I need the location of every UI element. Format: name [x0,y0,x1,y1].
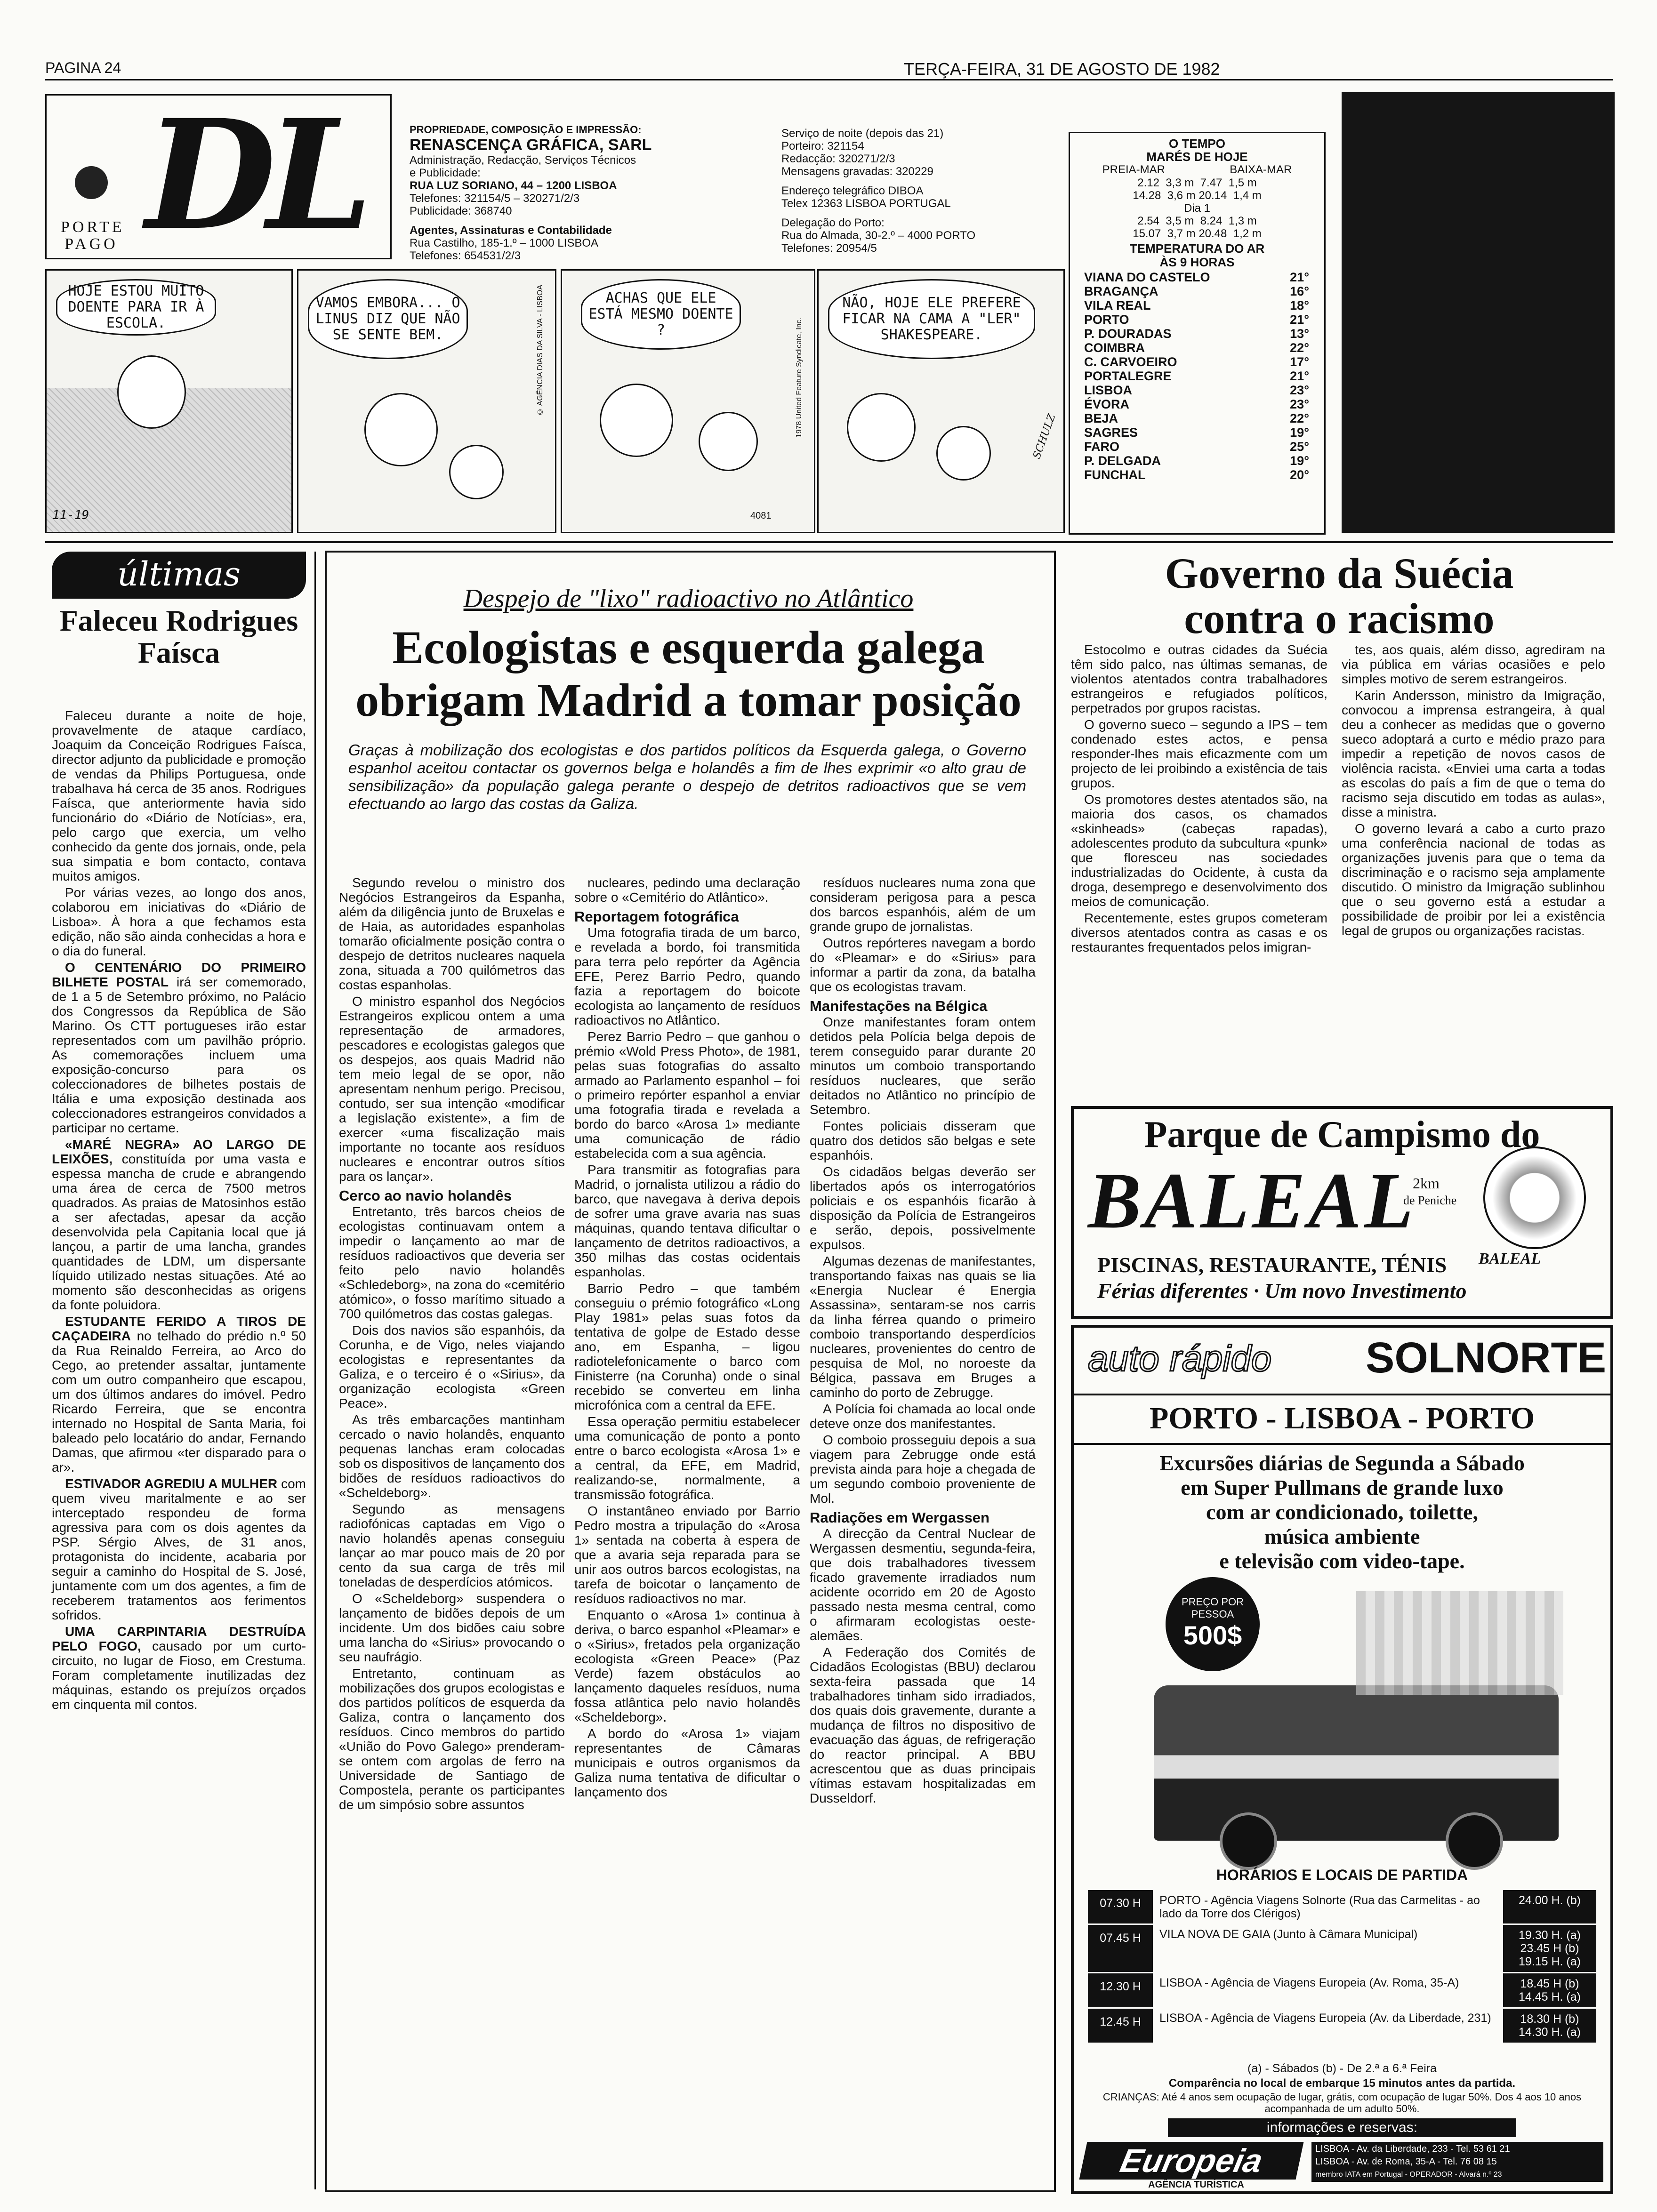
temp-city: PORTO [1084,313,1129,327]
schedule-row [1088,1924,1596,1972]
article-column-1: Segundo revelou o ministro dos Negócios Estrangeiros da Espanha, além da diligência junto de Bruxelas e de Haia, as autoridades espanholas tomarão oficialmente posição contra o despejo de detritos nucleares naquela zona, situada a 700 quilómetros das costas espanholas. O ministro espanhol dos Negócios Estrangeiros explicou ontem a uma representação de armadores, pescadores e ecologistas galegos que os despejos, aos quais Madrid não tem meio legal de se opor, não apresentam nenhum perigo. Precisou, contudo, ser sua intenção «modificar a legislação existente», a fim de exercer «uma fiscalização mais importante no tocante aos resíduos nucleares e encontrar outros sítios para os lançar». Cerco ao navio holandês Entretanto, três barcos cheios de ecologistas continuavam ontem a impedir o lançamento ao mar de resíduos radioactivos que deveria ser feito pelo navio holandês «Schledeborg», na zona do «cemitério atómico», o fosso marítimo situado a 700 quilómetros das costas galegas. Dois dos navios são espanhóis, da Corunha, e de Vigo, neles viajando ecologistas e representantes da Galiza, e o terceiro é o «Sirius», da organização ecologista «Green Peace». As três embarcações mantinham cercado o navio holandês, enquanto pequenas lanchas eram colocadas sob os dispositivos de lançamento dos bidões de resíduos radioactivos do «Scheldeborg». Segundo as mensagens radiofónicas captadas em Vigo o navio holandês apenas conseguiu lançar ao mar pouco mais de 20 por cento da sua carga de três mil toneladas de desperdícios atómicos. O «Scheldeborg» suspendera o lançamento de bidões depois de um incidente. Um dos bidões caiu sobre uma lancha do «Sirius» provocando o seu naufrágio. Entretanto, continuam as mobilizações dos grupos ecologistas e dos partidos políticos de esquerda da Galiza, contra o lançamento dos resíduos. Cinco membros do partido «União do Povo Galego» prenderam-se ontem com argolas de ferro na Universidade de Santiago de Compostela, perante os participantes de um simpósio sobre assuntos [339,875,565,1812]
temp-value: 25° [1290,440,1309,454]
wheel-icon [1220,1812,1277,1870]
departure-place: PORTO - Agência Viagens Solnorte (Rua das Carmelitas - ao lado da Torre dos Clérigos) [1159,1894,1480,1920]
sweden-headline: Governo da Suécia contra o racismo [1165,549,1514,642]
schedule-legend: (a) - Sábados (b) - De 2.ª a 6.ª Feira [1247,2062,1437,2075]
temp-row [1084,313,1309,327]
tide-row: 2.12 3,3 m 7.47 1,5 m [1137,176,1257,189]
low-tide-label: BAIXA-MAR [1230,163,1292,176]
masthead-left-info: PROPRIEDADE, COMPOSIÇÃO E IMPRESSÃO: RENASCENÇA GRÁFICA, SARL Administração, Redacção, Serviços Técnicos e Publicidade: RUA LUZ SORIANO, 44 – 1200 LISBOA Telefones: 321154/5 – 320271/2/3 Publicidade: 368740 Agentes, Assinaturas e Contabilidade Rua Castilho, 185-1.º – 1000 LISBOA Telefones: 654531/2/3 [410,124,652,262]
temp-row [1084,270,1309,284]
temp-row [1084,284,1309,298]
header-rule [45,79,1613,80]
temp-row [1084,397,1309,411]
article-headline: Ecologistas e esquerda galega obrigam Madrid a tomar posição [355,621,1022,726]
tide-day: Dia 1 [1183,202,1211,215]
lucy-icon [364,393,438,466]
turismo-seal-icon [1483,1146,1586,1249]
temp-value: 23° [1290,383,1309,397]
temp-value: 19° [1290,454,1309,468]
temp-value: 13° [1290,327,1309,341]
schedule-note: Comparência no local de embarque 15 minutos antes da partida. [1168,2077,1516,2090]
stamp-line1: PORTE [61,218,125,236]
charlie-icon [936,426,991,481]
return-time: 18.45 H (b) 14.45 H. (a) [1503,1972,1596,2008]
section-rule [45,541,1613,543]
temp-row [1084,468,1309,482]
temp-value: 16° [1290,284,1309,298]
charlie-icon [699,412,758,471]
comic-date: 11-19 [52,508,89,522]
schedule-row [1088,1890,1596,1924]
page-date: TERÇA-FEIRA, 31 DE AGOSTO DE 1982 [904,59,1220,79]
ad-baleal-logo: BALEAL [1479,1250,1541,1267]
page-number: PAGINA 24 [45,59,121,76]
subhead: Reportagem fotográfica [574,908,739,925]
temp-row [1084,454,1309,468]
temp-city: COIMBRA [1084,341,1145,355]
linus-head-icon [117,355,186,429]
stamp-line2: PAGO [64,235,118,253]
temp-city: PORTALEGRE [1084,369,1172,383]
tide-row: 15.07 3,7 m 20.48 1,2 m [1133,227,1262,240]
schedule-row [1088,1972,1596,2008]
schedule-title: HORÁRIOS E LOCAIS DE PARTIDA [1216,1867,1468,1883]
ad-route: PORTO - LISBOA - PORTO [1149,1401,1535,1435]
speech-bubble: NÃO, HOJE ELE PREFERE FICAR NA CAMA A "LER" SHAKESPEARE. [828,279,1035,359]
temp-city: FARO [1084,440,1120,454]
subhead: Manifestações na Bélgica [810,998,988,1014]
ad-baleal-name: BALEAL [1088,1156,1416,1245]
departure-place: LISBOA - Agência de Viagens Europeia (Av. da Liberdade, 231) [1159,2012,1491,2025]
wheel-icon [1446,1812,1503,1870]
temp-city: FUNCHAL [1084,468,1146,482]
article-column-2: nucleares, pedindo uma declaração sobre o «Cemitério do Atlântico». Reportagem fotográfica Uma fotografia tirada de um barco, e revelada a bordo, foi transmitida para terra pelo repórter da Agência EFE, Perez Barrio Pedro, quando fazia a reportagem do boicote ecologista ao lançamento de resíduos radioactivos no Atlântico. Perez Barrio Pedro – que ganhou o prémio «Wold Press Photo», de 1981, pelas suas fotografias do assalto armado ao Parlamento espanhol – foi o primeiro repórter espanhol a enviar uma fotografia tirada e revelada a bordo do barco «Arosa 1» mediante uma comunicação de rádio estabelecida com a sua agência. Para transmitir as fotografias para Madrid, o jornalista utilizou a rádio do barco, que navegava à deriva depois de sofrer uma grave avaria nas suas máquinas, quando tentava dificultar o lançamento de detritos radioactivos, a 350 milhas das costas ocidentais espanholas. Barrio Pedro – que também conseguiu o prémio fotográfico «Long Play 1981» pelas suas fotos da tentativa de golpe de Estado desse ano, em Espanha, – ligou radiotelefonicamente o barco com Finisterre (na Corunha) onde o sinal recebido se converteu em linha microfónica com a central da EFE. Essa operação permitiu estabelecer uma comunicação de ponto a ponto entre o barco ecologista «Arosa 1» e a central, da EFE, em Madrid, realizando-se, normalmente, a transmissão fotográfica. O instantâneo enviado por Barrio Pedro mostra a tripulação do «Arosa 1» sentada na coberta à espera de que a avaria seja reparada para se unir aos outros barcos ecologistas, na tarefa de boicotar o lançamento de resíduos radioactivos no mar. Enquanto o «Arosa 1» continua à deriva, o barco espanhol «Pleamar» e o «Sirius», fretados pela organização ecologista «Green Peace» (Paz Verde) fazem obstáculos ao lançamento daqueles resíduos, numa fossa atlântica pelo navio holandês «Scheldeborg». A bordo do «Arosa 1» viajam representantes de Câmaras municipais e outros organismos da Galiza numa tentativa de dificultar o lançamento dos [574,875,800,1799]
temp-value: 22° [1290,341,1309,355]
speech-bubble: ACHAS QUE ELE ESTÁ MESMO DOENTE ? [581,279,741,350]
lucy-icon [847,393,916,462]
temp-title: TEMPERATURA DO AR [1129,241,1265,256]
temp-row [1084,411,1309,425]
monastery-image-icon [1356,1591,1563,1695]
ad-baleal-of: de Peniche [1403,1194,1457,1207]
bus-image-icon [1154,1685,1559,1841]
temp-value: 21° [1290,369,1309,383]
sweden-column-2: tes, aos quais, além disso, agrediram na via pública em várias ocasiões e pelo simples motivo de serem estrangeiros. Karin Andersson, ministro da Imigração, convocou a imprensa estrangeira, à qual deu a conhecer as medidas que o governo sueco adoptará a curto e médio prazo para impedir a repetição de novos casos de violência racista. «Enviei uma carta a todas as escolas do país a fim de que o tema do racismo seja discutido em todas as aulas», disse a ministra. O governo levará a cabo a curto prazo uma conferência nacional de todas as organizações juvenis para que o tema da discriminação e o racismo seja amplamente discutido. O ministro da Imigração sublinhou que o seu governo está a estudar a possibilidade de proibir por lei a existência legal de grupos ou organizações racistas. [1342,642,1605,938]
comic-panel-1 [45,269,293,533]
agency-addresses: LISBOA - Av. da Liberdade, 233 - Tel. 53 61 21 LISBOA - Av. de Roma, 35-A - Tel. 76 08 15 membro IATA em Portugal - OPERADOR - Alvará n.º 23 [1311,2142,1603,2182]
ultimas-banner: últimas [52,552,306,599]
black-block [1342,92,1615,533]
temp-value: 21° [1290,313,1309,327]
departure-time: 07.30 H [1088,1890,1153,1924]
subhead: Radiações em Wergassen [810,1509,989,1526]
seal-icon [75,166,108,199]
comic-panel-3 [561,269,815,533]
lucy-icon [600,384,673,457]
strip-number: 4081 [750,511,772,521]
article-lead: Graças à mobilização dos ecologistas e dos partidos políticos da Esquerda galega, o Governo espanhol aceitou contactar os governos belga e holandês a fim de lhes exprimir «o alto grau de sensibilização» da população galega perante o despejo de detritos radioactivos que se vem efectuando ao largo das costas da Galiza. [348,741,1026,812]
ad-baleal [1071,1106,1613,1319]
comic-strip [45,269,1062,533]
ad-description: Excursões diárias de Segunda a Sábado em Super Pullmans de grande luxo com ar condicionado, toilette, música ambiente e televisão com video-tape. [1159,1451,1525,1573]
departure-place: VILA NOVA DE GAIA (Junto à Câmara Municipal) [1159,1928,1418,1941]
weather-title: O TEMPO [1169,136,1225,151]
temp-city: SAGRES [1084,425,1138,440]
comic-panel-4 [817,269,1065,533]
tides-title: MARÉS DE HOJE [1146,150,1248,164]
masthead-logo: DL [145,87,363,264]
column-rule [314,552,316,2189]
temp-row [1084,425,1309,440]
ad-baleal-title: Parque de Campismo do [1144,1114,1540,1155]
agency-subtitle: AGÊNCIA TURÍSTICA [1148,2180,1244,2190]
temp-value: 19° [1290,425,1309,440]
masthead-right-info: Serviço de noite (depois das 21) Porteiro: 321154 Redacção: 320271/2/3 Mensagens gravadas: 320229 Endereço telegráfico DIBOA Telex 12363 LISBOA PORTUGAL Delegação do Porto: Rua do Almada, 30-2.º – 4000 PORTO Telefones: 20954/5 [781,127,976,255]
children-note: CRIANÇAS: Até 4 anos sem ocupação de lugar, grátis, com ocupação de lugar 50%. Dos 4 aos 10 anos acompanhada de um adulto 50%. [1102,2091,1582,2115]
tide-row: 2.54 3,5 m 8.24 1,3 m [1137,215,1257,227]
temp-city: VIANA DO CASTELO [1084,270,1210,284]
masthead-logo-box [45,87,392,264]
article-kicker: Despejo de "lixo" radioactivo no Atlântico [463,584,914,613]
copyright: 1978 United Feature Syndicate, Inc. [795,318,803,438]
article-column-3: resíduos nucleares numa zona que consideram perigosa para a pesca dos barcos espanhóis, além de um grande grupo de jornalistas. Outros repórteres navegam a bordo do «Pleamar» e do «Sirius» para informar a partir da zona, da batalha que os ecologistas travam. Manifestações na Bélgica Onze manifestantes foram ontem detidos pela Polícia belga depois de terem conseguido parar durante 20 minutos um comboio transportando resíduos nucleares, que serão deitados no Atlântico no princípio de Setembro. Fontes policiais disseram que quatro dos detidos são belgas e sete espanhóis. Os cidadãos belgas deverão ser libertados após os interrogatórios policiais e os espanhóis ficarão à disposição da Polícia de Estrangeiros e serão, depois, possivelmente expulsos. Algumas dezenas de manifestantes, transportando faixas nas quais se lia «Energia Nuclear é Energia Assassina», sentaram-se nos carris da linha férrea quando o primeiro comboio transportando desperdícios nucleares, provenientes do centro de pesquisa de Mol, no noroeste da Bélgica, passava em Bruges a caminho do porto de Zebrugge. A Polícia foi chamada ao local onde deteve onze dos manifestantes. O comboio prosseguiu depois a sua viagem para Zebrugge onde está prevista ainda para hoje a chegada de um segundo comboio proveniente de Mol. Radiações em Wergassen A direcção da Central Nuclear de Wergassen desmentiu, segunda-feira, que dois trabalhadores tivessem ficado gravemente irradiados num acidente ocorrido em 20 de Agosto passado nesta mesma central, como o afirmaram ecologistas oeste-alemães. A Federação dos Comités de Cidadãos Ecologistas (BBU) declarou sexta-feira passada que 14 trabalhadores tinham sido irradiados, dos quais dois gravemente, durante a mudança de filtros no dispositivo de evacuação das águas, de refrigeração do reactor principal. A BBU acrescentou que as duas principais vítimas estavam hospitalizadas em Dusseldorf. [810,875,1036,1805]
ad-brand: auto rápido [1088,1338,1272,1379]
ad-baleal-line2: Férias diferentes · Um novo Investimento [1097,1279,1467,1303]
temp-city: P. DELGADA [1084,454,1161,468]
temp-row [1084,440,1309,454]
speech-bubble: VAMOS EMBORA... O LINUS DIZ QUE NÃO SE SENTE BEM. [308,279,468,359]
temp-row [1084,383,1309,397]
departure-time: 12.45 H [1088,2008,1153,2043]
temp-value: 21° [1290,270,1309,284]
temp-row [1084,369,1309,383]
tide-row: 14.28 3,6 m 20.14 1,4 m [1133,189,1262,202]
temp-city: LISBOA [1084,383,1133,397]
temp-subtitle: ÀS 9 HORAS [1159,255,1235,269]
temp-city: C. CARVOEIRO [1084,355,1177,369]
temp-city: BEJA [1084,411,1118,425]
return-time: 19.30 H. (a) 23.45 H (b) 19.15 H. (a) [1503,1924,1596,1972]
ad-baleal-dist: 2km [1413,1175,1440,1192]
temp-row [1084,327,1309,341]
ad-name: SOLNORTE [1366,1334,1607,1382]
temp-row [1084,341,1309,355]
high-tide-label: PREIA-MAR [1102,163,1165,176]
ad-baleal-line1: PISCINAS, RESTAURANTE, TÉNIS [1097,1253,1447,1277]
signature: SCHULZ [1030,412,1058,461]
agency-credit: © AGÊNCIA DIAS DA SILVA - LISBOA [536,285,544,416]
temp-value: 17° [1290,355,1309,369]
departure-time: 12.30 H [1088,1972,1153,2008]
temp-city: VILA REAL [1084,298,1151,313]
departure-place: LISBOA - Agência de Viagens Europeia (Av. Roma, 35-A) [1159,1976,1459,1989]
ultimas-headline: Faleceu Rodrigues Faísca [59,604,298,669]
departure-time: 07.45 H [1088,1924,1153,1972]
schedule-table [1088,1890,1596,2044]
temp-value: 23° [1290,397,1309,411]
return-time: 24.00 H. (b) [1503,1890,1596,1924]
temp-city: ÉVORA [1084,397,1130,411]
europeia-logo: Europeia [1079,2142,1303,2180]
sweden-column-1: Estocolmo e outras cidades da Suécia têm sido palco, nas últimas semanas, de violentos atentados contra trabalhadores estrangeiros e refugiados políticos, perpetrados por grupos racistas. O governo sueco – segundo a IPS – tem condenado estes actos, e pensa responder-lhes mais eficazmente com um projecto de lei proibindo a existência de tais grupos. Os promotores destes atentados são, na maioria dos casos, os chamados «skinheads» (cabeças rapadas), adolescentes produto da subcultura «punk» que floresceu nas sociedades industrializadas do Ocidente, à custa da droga, desemprego e desenvolvimento dos meios de comunicação. Recentemente, estes grupos cometeram diversos atentados contra as casas e os restaurantes frequentados pelos imigran- [1071,642,1327,954]
temperature-list [1070,269,1324,482]
temp-row [1084,355,1309,369]
subhead: Cerco ao navio holandês [339,1187,512,1204]
comic-panel-2 [297,269,556,533]
charlie-icon [449,445,504,499]
temp-value: 20° [1290,468,1309,482]
weather-box [1069,132,1326,535]
temp-value: 18° [1290,298,1309,313]
return-time: 18.30 H (b) 14.30 H. (a) [1503,2008,1596,2043]
ad-solnorte [1071,1325,1613,2194]
price-badge: PREÇO POR PESSOA 500$ [1166,1577,1260,1671]
ultimas-column: Faleceu durante a noite de hoje, provavelmente de ataque cardíaco, Joaquim da Conceição Rodrigues Faísca, director adjunto da publicidade e promoção de vendas da Philips Portuguesa, onde trabalhava há cerca de 35 anos. Rodrigues Faísca, que anteriormente havia sido funcionário do «Diário de Notícias», era, pelo cargo que exercia, um velho conhecido da gente dos jornais, onde, pela sua simpatia e bom contacto, contava muitos amigos. Por várias vezes, ao longo dos anos, colaborou em iniciativas do «Diário de Lisboa». À hora a que fechamos esta edição, não são ainda conhecidas a hora e o dia do funeral. O CENTENÁRIO DO PRIMEIRO BILHETE POSTAL irá ser comemorado, de 1 a 5 de Setembro próximo, no Palácio dos Congressos da República de São Marino. Os CTT portugueses irão estar representados com um pavilhão próprio. As comemorações incluem uma exposição-concurso para os coleccionadores de bilhetes postais de Itália e uma exposição destinada aos coleccionadores estrangeiros convidados a participar no certame. «MARÉ NEGRA» AO LARGO DE LEIXÕES, constituída por uma vasta e espessa mancha de crude e abrangendo uma área de cerca de 7500 metros quadrados. As praias de Matosinhos estão a ser afectadas, apesar da acção desenvolvida pela Capitania local que já lançou, a partir de uma lancha, grandes quantidades de LDM, um dispersante líquido utilizado nestas situações. Até ao momento são desconhecidas as origens da fonte poluidora. ESTUDANTE FERIDO A TIROS DE CAÇADEIRA no telhado do prédio n.º 50 da Rua Reinaldo Ferreira, ao Arco do Cego, ao pretender assaltar, juntamente com um outro companheiro que escapou, um dos últimos andares do imóvel. Pedro Ricardo Ferreira, que se encontra internado no Hospital de Santa Maria, foi baleado pelo locatário do andar, Fernando Damas, que afirmou «ter disparado para o ar». ESTIVADOR AGREDIU A MULHER com quem viveu maritalmente e ao ser interceptado respondeu de forma agressiva para com os dois agentes da PSP. Sérgio Alves, de 31 anos, protagonista do incidente, acabaria por seguir a caminho do Hospital de S. José, juntamente com um dos agentes, a fim de receberem tratamentos aos ferimentos sofridos. UMA CARPINTARIA DESTRUÍDA PELO FOGO, causado por um curto-circuito, no lugar de Fioso, em Crestuma. Foram completamente inutilizadas dez máquinas, estando os prejuízos orçados em cinquenta mil contos. [52,708,306,1712]
info-label: informações e reservas: [1168,2118,1516,2137]
temp-row [1084,298,1309,313]
temp-city: P. DOURADAS [1084,327,1172,341]
temp-city: BRAGANÇA [1084,284,1158,298]
temp-value: 22° [1290,411,1309,425]
speech-bubble: HOJE ESTOU MUITO DOENTE PARA IR À ESCOLA. [56,279,216,336]
schedule-row [1088,2008,1596,2043]
